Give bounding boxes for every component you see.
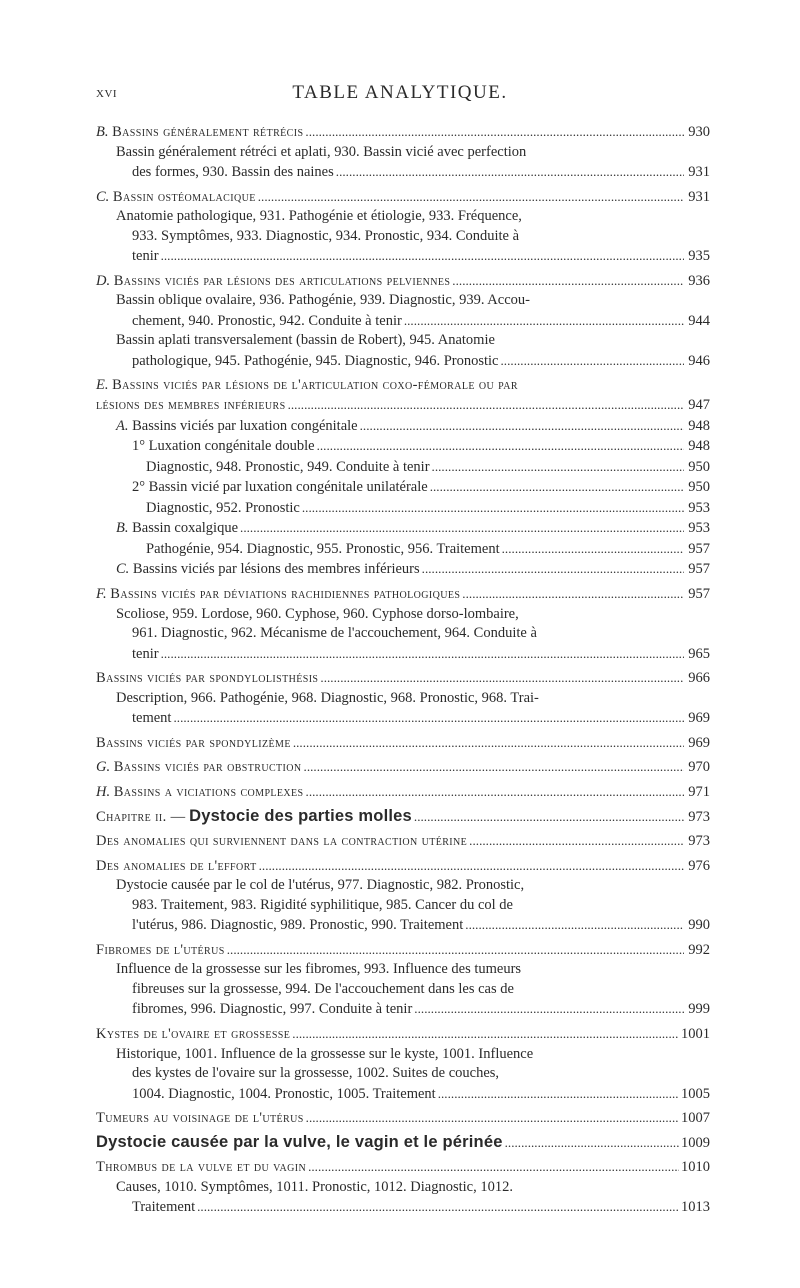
subsection-title: Bassins viciés par luxation congénitale xyxy=(132,417,358,434)
detail-line: Dystocie causée par le col de l'utérus, 977. Diagnostic, 982. Pronostic, xyxy=(116,877,525,894)
item-detail: Diagnostic, 952. Pronostic xyxy=(146,499,300,516)
chapter-title: Dystocie des parties molles xyxy=(189,806,412,825)
toc-entry xyxy=(96,782,710,803)
section-title: Bassin ostéomalacique xyxy=(112,188,256,205)
entry-text xyxy=(132,709,171,729)
leader-dots xyxy=(404,311,684,332)
detail-line: 933. Symptômes, 933. Diagnostic, 934. Pronostic, 934. Conduite à xyxy=(132,227,520,244)
toc-line xyxy=(116,518,710,539)
page-number: 976 xyxy=(688,857,710,874)
section-letter: E. xyxy=(96,376,109,393)
leader-dots xyxy=(302,498,684,519)
leader-dots xyxy=(306,782,684,803)
page-number: 953 xyxy=(688,499,710,516)
toc-line xyxy=(96,1024,710,1045)
entry-text xyxy=(96,1158,306,1178)
section-title: Kystes de l'ovaire et grossesse xyxy=(96,1025,291,1042)
entry-text xyxy=(132,916,463,936)
leader-dots xyxy=(305,122,684,143)
toc-line xyxy=(96,757,710,778)
toc-entry xyxy=(96,376,710,580)
page-number: 1013 xyxy=(681,1199,710,1216)
toc-entry xyxy=(96,856,710,936)
leader-dots xyxy=(259,856,684,877)
entry-text xyxy=(96,585,460,605)
toc-entry xyxy=(96,1157,710,1218)
subsection-title: Bassins viciés par lésions des membres inférieurs xyxy=(132,561,420,578)
page-number: 953 xyxy=(688,520,710,537)
section-title: Bassins viciés par lésions de l'articulation coxo-fémorale ou par xyxy=(112,376,518,393)
toc-entry xyxy=(96,1108,710,1129)
entry-text xyxy=(146,540,500,560)
subsection-letter: A. xyxy=(116,417,129,434)
page-header xyxy=(0,82,800,108)
detail-line: 983. Traitement, 983. Rigidité syphilitique, 985. Cancer du col de xyxy=(132,896,513,913)
leader-dots xyxy=(469,831,684,852)
leader-dots xyxy=(197,1197,679,1218)
section-title: Des anomalies qui surviennent dans la contraction utérine xyxy=(96,833,468,850)
leader-dots xyxy=(501,351,685,372)
entry-text xyxy=(96,272,450,292)
toc-line xyxy=(96,187,710,208)
page-number: 973 xyxy=(688,808,710,825)
toc-line xyxy=(96,782,710,803)
entry-text xyxy=(96,857,257,877)
entry-text xyxy=(132,1085,436,1105)
entry-text xyxy=(132,312,402,332)
detail-line: Bassin généralement rétréci et aplati, 930. Bassin vicié avec perfection xyxy=(116,143,527,160)
toc-entry xyxy=(96,584,710,664)
entry-text xyxy=(116,560,420,580)
leader-dots xyxy=(462,584,684,605)
page-title: TABLE ANALYTIQUE. xyxy=(292,82,508,103)
detail-line: tement xyxy=(132,710,172,727)
toc-line xyxy=(132,351,710,372)
toc-entry xyxy=(96,1133,710,1154)
detail-line: Influence de la grossesse sur les fibromes, 993. Influence des tumeurs xyxy=(116,961,522,978)
toc-entry xyxy=(96,668,710,729)
leader-dots xyxy=(308,1157,679,1178)
leader-dots xyxy=(422,559,684,580)
leader-dots xyxy=(306,1108,679,1129)
page-number: 990 xyxy=(688,917,710,934)
page-number: 950 xyxy=(688,458,710,475)
entry-text xyxy=(132,437,315,457)
page-number: 969 xyxy=(688,734,710,751)
page-number: 957 xyxy=(688,586,710,603)
entry-text xyxy=(96,941,225,961)
page-number: 973 xyxy=(688,833,710,850)
page-number: 965 xyxy=(688,645,710,662)
item-title: 2° Bassin vicié par luxation congénitale unilatérale xyxy=(132,479,428,496)
toc-line xyxy=(132,1084,710,1105)
toc-line xyxy=(96,807,710,828)
detail-line: chement, 940. Pronostic, 942. Conduite à tenir xyxy=(132,312,402,329)
section-title: Bassins viciés par spondylolisthésis xyxy=(96,670,319,687)
detail-line: Traitement xyxy=(132,1199,196,1216)
detail-line: Description, 966. Pathogénie, 968. Diagnostic, 968. Pronostic, 968. Trai- xyxy=(116,689,539,706)
page-number: 966 xyxy=(688,670,710,687)
item-detail: Pathogénie, 954. Diagnostic, 955. Pronostic, 956. Traitement xyxy=(146,540,500,557)
page-number: 957 xyxy=(688,540,710,557)
section-letter: D. xyxy=(96,272,111,289)
table-of-contents xyxy=(96,122,710,1222)
detail-line: Bassin aplati transversalement (bassin de Robert), 945. Anatomie xyxy=(116,332,495,349)
leader-dots xyxy=(227,940,684,961)
leader-dots xyxy=(452,271,684,292)
leader-dots xyxy=(432,457,684,478)
toc-line xyxy=(132,1197,710,1218)
entry-text xyxy=(132,478,428,498)
leader-dots xyxy=(161,246,684,267)
toc-line xyxy=(132,246,710,267)
toc-line xyxy=(96,376,710,396)
leader-dots xyxy=(465,915,684,936)
page-number: 935 xyxy=(688,248,710,265)
leader-dots xyxy=(258,187,684,208)
section-title: Bassins viciés par déviations rachidiennes pathologiques xyxy=(110,586,461,603)
entry-text xyxy=(132,1000,412,1020)
toc-line xyxy=(132,708,710,729)
section-title: Tumeurs au voisinage de l'utérus xyxy=(96,1110,304,1127)
section-letter: G. xyxy=(96,759,111,776)
toc-line xyxy=(96,733,710,754)
toc-line xyxy=(146,539,710,560)
section-title: Des anomalies de l'effort xyxy=(96,857,257,874)
subsection-letter: C. xyxy=(116,561,130,578)
leader-dots xyxy=(292,1024,679,1045)
detail-line: tenir xyxy=(132,248,159,265)
section-letter: F. xyxy=(96,586,107,603)
toc-entry xyxy=(96,831,710,852)
page-number: 931 xyxy=(688,188,710,205)
page-number: 948 xyxy=(688,438,710,455)
subsection-letter: B. xyxy=(116,520,129,537)
entry-text xyxy=(116,519,238,539)
entry-text xyxy=(132,1198,195,1218)
detail-line: pathologique, 945. Pathogénie, 945. Diagnostic, 946. Pronostic xyxy=(132,353,499,370)
leader-dots xyxy=(430,477,684,498)
toc-line xyxy=(96,1108,710,1129)
detail-line: l'utérus, 986. Diagnostic, 989. Pronostic, 990. Traitement xyxy=(132,917,464,934)
page-number: 948 xyxy=(688,417,710,434)
toc-line xyxy=(146,498,710,519)
part-title: Dystocie causée par la vulve, le vagin et le périnée xyxy=(96,1132,503,1151)
toc-entry xyxy=(96,1024,710,1104)
entry-text xyxy=(96,188,256,208)
entry-text xyxy=(132,352,499,372)
section-title: Bassins viciés par spondylizème xyxy=(96,734,291,751)
leader-dots xyxy=(360,416,684,437)
section-letter: H. xyxy=(96,783,111,800)
leader-dots xyxy=(288,395,684,416)
toc-line xyxy=(132,311,710,332)
toc-entry xyxy=(96,807,710,828)
leader-dots xyxy=(240,518,684,539)
toc-entry xyxy=(96,757,710,778)
detail-line: 961. Diagnostic, 962. Mécanisme de l'accouchement, 964. Conduite à xyxy=(132,625,537,642)
entry-text xyxy=(146,458,430,478)
entry-text xyxy=(96,783,304,803)
entry-text xyxy=(132,163,334,183)
page-number: 971 xyxy=(688,783,710,800)
leader-dots xyxy=(161,644,684,665)
detail-line: Scoliose, 959. Lordose, 960. Cyphose, 960. Cyphose dorso-lombaire, xyxy=(116,605,519,622)
section-title: Bassins a viciations complexes xyxy=(113,783,304,800)
page-number: 931 xyxy=(688,164,710,181)
entry-text xyxy=(96,1133,503,1154)
section-title: Thrombus de la vulve et du vagin xyxy=(96,1159,307,1176)
leader-dots xyxy=(414,807,684,828)
entry-text xyxy=(132,247,159,267)
page-number: 946 xyxy=(688,353,710,370)
entry-text xyxy=(96,832,467,852)
page-number: 969 xyxy=(688,710,710,727)
toc-line xyxy=(146,457,710,478)
page-number: 957 xyxy=(688,561,710,578)
item-title: 1° Luxation congénitale double xyxy=(132,438,315,455)
toc-line xyxy=(132,915,710,936)
toc-entry xyxy=(96,940,710,1020)
toc-line xyxy=(132,162,710,183)
entry-text xyxy=(116,417,358,437)
page-number: 930 xyxy=(688,124,710,140)
toc-line xyxy=(116,416,710,437)
entry-text xyxy=(146,499,300,519)
detail-line: Anatomie pathologique, 931. Pathogénie et étiologie, 933. Fréquence, xyxy=(116,208,522,225)
entry-text xyxy=(96,396,286,416)
detail-line: des kystes de l'ovaire sur la grossesse, 1002. Suites de couches, xyxy=(132,1065,500,1082)
toc-entry xyxy=(96,187,710,267)
section-letter: B. xyxy=(96,124,109,140)
page-number: 944 xyxy=(688,312,710,329)
toc-line xyxy=(96,122,710,143)
detail-line: tenir xyxy=(132,645,159,662)
section-title: Bassins viciés par obstruction xyxy=(113,759,302,776)
entry-text xyxy=(96,123,303,143)
page-number: 947 xyxy=(688,397,710,414)
detail-line: fibromes, 996. Diagnostic, 997. Conduite à tenir xyxy=(132,1001,413,1018)
toc-line xyxy=(96,1157,710,1178)
toc-line xyxy=(132,477,710,498)
toc-line xyxy=(96,856,710,877)
section-title: lésions des membres inférieurs xyxy=(96,397,286,414)
toc-entry xyxy=(96,271,710,372)
page-number: 999 xyxy=(688,1001,710,1018)
toc-line xyxy=(132,644,710,665)
page-number: 1005 xyxy=(681,1085,710,1102)
leader-dots xyxy=(505,1133,679,1154)
toc-entry xyxy=(96,733,710,754)
entry-text xyxy=(132,645,159,665)
page-number: XVI xyxy=(96,88,118,100)
leader-dots xyxy=(293,733,684,754)
detail-line: 1004. Diagnostic, 1004. Pronostic, 1005. Traitement xyxy=(132,1085,436,1102)
toc-line xyxy=(96,831,710,852)
entry-text xyxy=(96,1025,290,1045)
leader-dots xyxy=(173,708,684,729)
page-number: 1009 xyxy=(681,1134,710,1151)
leader-dots xyxy=(502,539,684,560)
leader-dots xyxy=(414,999,684,1020)
page-number: 992 xyxy=(688,941,710,958)
page-number: 936 xyxy=(688,272,710,289)
detail-line: fibreuses sur la grossesse, 994. De l'accouchement dans les cas de xyxy=(132,980,514,997)
item-detail: Diagnostic, 948. Pronostic, 949. Conduite à tenir xyxy=(146,458,430,475)
toc-line xyxy=(96,940,710,961)
section-title: Bassins viciés par lésions des articulations pelviennes xyxy=(113,272,451,289)
page-number: 950 xyxy=(688,479,710,496)
page-number: 1007 xyxy=(681,1110,710,1127)
entry-text xyxy=(96,758,302,778)
toc-line xyxy=(96,668,710,689)
toc-line xyxy=(132,999,710,1020)
page-number: 1001 xyxy=(681,1025,710,1042)
page-number: 970 xyxy=(688,759,710,776)
chapter-label: Chapitre ii. — xyxy=(96,808,186,825)
leader-dots xyxy=(320,668,684,689)
entry-text xyxy=(96,734,291,754)
section-title: Bassins généralement rétrécis xyxy=(112,124,304,140)
toc-line xyxy=(96,395,710,416)
detail-line: des formes, 930. Bassin des naines xyxy=(132,164,334,181)
section-letter: C. xyxy=(96,188,110,205)
leader-dots xyxy=(438,1084,679,1105)
leader-dots xyxy=(304,757,684,778)
leader-dots xyxy=(336,162,684,183)
toc-line xyxy=(96,271,710,292)
page-number: 1010 xyxy=(681,1159,710,1176)
entry-text xyxy=(96,669,318,689)
toc-line xyxy=(116,559,710,580)
subsection-title: Bassin coxalgique xyxy=(132,520,239,537)
leader-dots xyxy=(317,436,684,457)
detail-line: Historique, 1001. Influence de la grossesse sur le kyste, 1001. Influence xyxy=(116,1045,534,1062)
entry-text xyxy=(96,807,412,828)
detail-line: Causes, 1010. Symptômes, 1011. Pronostic, 1012. Diagnostic, 1012. xyxy=(116,1178,513,1195)
section-title: Fibromes de l'utérus xyxy=(96,941,225,958)
toc-line xyxy=(96,584,710,605)
toc-line xyxy=(132,436,710,457)
detail-line: Bassin oblique ovalaire, 936. Pathogénie, 939. Diagnostic, 939. Accou- xyxy=(116,292,530,309)
entry-text xyxy=(96,1109,304,1129)
toc-line xyxy=(96,1133,710,1154)
toc-entry xyxy=(96,122,710,183)
